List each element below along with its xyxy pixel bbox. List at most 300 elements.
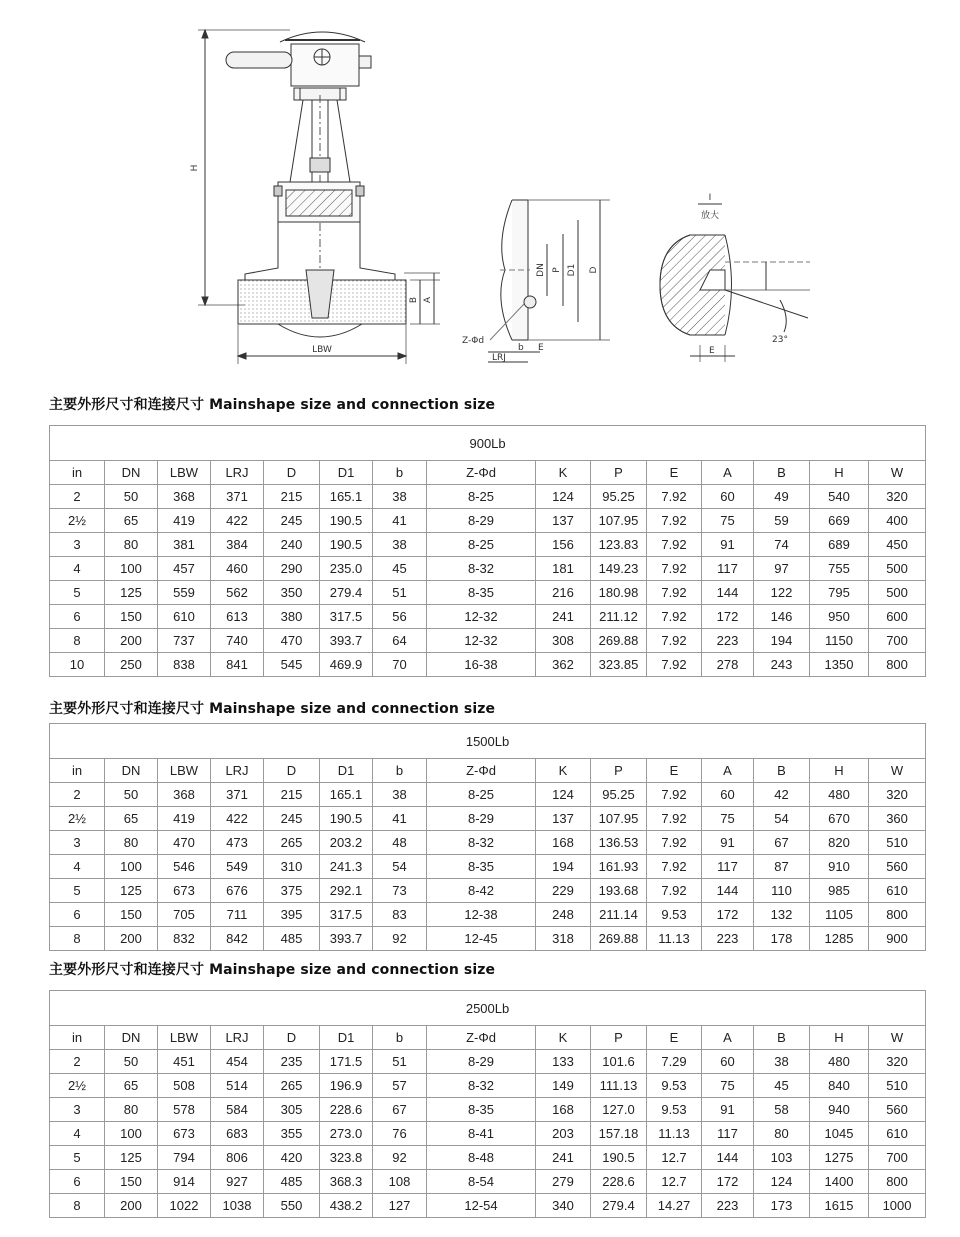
table-cell: 216 xyxy=(536,581,591,605)
col-w: W xyxy=(869,1026,926,1050)
table-cell: 323.85 xyxy=(591,653,647,677)
table-cell: 1615 xyxy=(810,1194,869,1218)
table-cell: 203 xyxy=(536,1122,591,1146)
table-cell: 75 xyxy=(702,807,754,831)
table-cell: 149.23 xyxy=(591,557,647,581)
detail-enlarged-drawing xyxy=(660,193,810,362)
col-h: H xyxy=(810,1026,869,1050)
section-title: 主要外形尺寸和连接尺寸 Mainshape size and connection size xyxy=(49,962,496,978)
col-in: in xyxy=(50,461,105,485)
table-cell: 362 xyxy=(536,653,591,677)
header-row xyxy=(50,1026,926,1050)
table-cell: 8-35 xyxy=(427,855,536,879)
col-b-upper: B xyxy=(754,759,810,783)
col-lbw: LBW xyxy=(158,461,211,485)
table-cell: 469.9 xyxy=(320,653,373,677)
col-d: D xyxy=(264,759,320,783)
table-cell: 100 xyxy=(105,1122,158,1146)
table-cell: 74 xyxy=(754,533,810,557)
table-cell: 8-35 xyxy=(427,581,536,605)
table-cell: 117 xyxy=(702,557,754,581)
table-cell: 420 xyxy=(264,1146,320,1170)
pressure-class: 2500Lb xyxy=(50,991,926,1026)
table-cell: 8-41 xyxy=(427,1122,536,1146)
table-cell: 111.13 xyxy=(591,1074,647,1098)
table-row xyxy=(50,927,926,951)
table-cell: 419 xyxy=(158,509,211,533)
table-cell: 395 xyxy=(264,903,320,927)
table-cell: 8 xyxy=(50,629,105,653)
col-k: K xyxy=(536,461,591,485)
table-cell: 279.4 xyxy=(591,1194,647,1218)
table-cell: 12-38 xyxy=(427,903,536,927)
col-b: b xyxy=(373,461,427,485)
col-k: K xyxy=(536,759,591,783)
col-p: P xyxy=(591,1026,647,1050)
table-cell: 203.2 xyxy=(320,831,373,855)
table-cell: 7.92 xyxy=(647,605,702,629)
table-cell: 50 xyxy=(105,783,158,807)
spec-table-2500lb xyxy=(49,990,926,1218)
table-cell: 610 xyxy=(869,879,926,903)
table-row xyxy=(50,1098,926,1122)
table-cell: 1400 xyxy=(810,1170,869,1194)
col-a: A xyxy=(702,461,754,485)
table-cell: 317.5 xyxy=(320,605,373,629)
table-cell: 41 xyxy=(373,509,427,533)
table-cell: 806 xyxy=(211,1146,264,1170)
table-cell: 132 xyxy=(754,903,810,927)
table-cell: 51 xyxy=(373,581,427,605)
table-cell: 320 xyxy=(869,485,926,509)
table-cell: 375 xyxy=(264,879,320,903)
header-row xyxy=(50,461,926,485)
table-cell: 7.92 xyxy=(647,807,702,831)
table-cell: 65 xyxy=(105,509,158,533)
table-cell: 125 xyxy=(105,1146,158,1170)
table-cell: 91 xyxy=(702,533,754,557)
table-cell: 7.92 xyxy=(647,879,702,903)
table-cell: 144 xyxy=(702,581,754,605)
col-d: D xyxy=(264,461,320,485)
table-cell: 278 xyxy=(702,653,754,677)
table-cell: 124 xyxy=(536,783,591,807)
table-cell: 450 xyxy=(869,533,926,557)
col-p: P xyxy=(591,759,647,783)
table-cell: 95.25 xyxy=(591,783,647,807)
table-cell: 165.1 xyxy=(320,485,373,509)
dim-label-lbw: LBW xyxy=(312,345,332,355)
table-cell: 190.5 xyxy=(320,533,373,557)
table-cell: 50 xyxy=(105,1050,158,1074)
col-in: in xyxy=(50,1026,105,1050)
table-cell: 16-38 xyxy=(427,653,536,677)
col-d: D xyxy=(264,1026,320,1050)
detail-zoom-label: 放大 xyxy=(700,211,720,221)
table-cell: 1022 xyxy=(158,1194,211,1218)
table-cell: 194 xyxy=(754,629,810,653)
table-cell: 9.53 xyxy=(647,1098,702,1122)
dim-label-p: P xyxy=(552,267,562,273)
table-cell: 840 xyxy=(810,1074,869,1098)
table-cell: 56 xyxy=(373,605,427,629)
table-cell: 1350 xyxy=(810,653,869,677)
table-cell: 485 xyxy=(264,927,320,951)
table-cell: 700 xyxy=(869,629,926,653)
col-lbw: LBW xyxy=(158,759,211,783)
table-cell: 8 xyxy=(50,1194,105,1218)
table-cell: 144 xyxy=(702,1146,754,1170)
table-cell: 8-48 xyxy=(427,1146,536,1170)
table-cell: 610 xyxy=(869,1122,926,1146)
table-cell: 12.7 xyxy=(647,1170,702,1194)
table-cell: 3 xyxy=(50,1098,105,1122)
table-cell: 91 xyxy=(702,1098,754,1122)
table-cell: 279 xyxy=(536,1170,591,1194)
flange-end-drawing xyxy=(462,200,610,363)
table-cell: 91 xyxy=(702,831,754,855)
table-cell: 269.88 xyxy=(591,927,647,951)
table-cell: 58 xyxy=(754,1098,810,1122)
table-cell: 8-42 xyxy=(427,879,536,903)
table-cell: 800 xyxy=(869,903,926,927)
table-cell: 181 xyxy=(536,557,591,581)
table-cell: 292.1 xyxy=(320,879,373,903)
table-cell: 1150 xyxy=(810,629,869,653)
table-row xyxy=(50,509,926,533)
col-e: E xyxy=(647,1026,702,1050)
table-cell: 124 xyxy=(536,485,591,509)
table-cell: 12-45 xyxy=(427,927,536,951)
table-cell: 229 xyxy=(536,879,591,903)
table-cell: 545 xyxy=(264,653,320,677)
col-z-phid: Z-Φd xyxy=(427,759,536,783)
col-dn: DN xyxy=(105,461,158,485)
col-p: P xyxy=(591,461,647,485)
table-cell: 241 xyxy=(536,605,591,629)
table-cell: 100 xyxy=(105,855,158,879)
table-cell: 610 xyxy=(158,605,211,629)
table-cell: 584 xyxy=(211,1098,264,1122)
table-row xyxy=(50,533,926,557)
table-cell: 150 xyxy=(105,1170,158,1194)
table-cell: 371 xyxy=(211,783,264,807)
table-cell: 562 xyxy=(211,581,264,605)
table-cell: 107.95 xyxy=(591,509,647,533)
col-e: E xyxy=(647,461,702,485)
table-cell: 683 xyxy=(211,1122,264,1146)
table-cell: 460 xyxy=(211,557,264,581)
table-cell: 243 xyxy=(754,653,810,677)
table-cell: 6 xyxy=(50,903,105,927)
table-cell: 49 xyxy=(754,485,810,509)
table-cell: 368 xyxy=(158,485,211,509)
table-cell: 10 xyxy=(50,653,105,677)
table-cell: 117 xyxy=(702,1122,754,1146)
detail-roman-label: I xyxy=(708,193,712,203)
dim-label-e-flange: E xyxy=(538,343,544,353)
col-e: E xyxy=(647,759,702,783)
col-a: A xyxy=(702,759,754,783)
table-cell: 60 xyxy=(702,783,754,807)
col-lrj: LRJ xyxy=(211,461,264,485)
table-cell: 795 xyxy=(810,581,869,605)
col-b-upper: B xyxy=(754,1026,810,1050)
table-cell: 196.9 xyxy=(320,1074,373,1098)
table-cell: 60 xyxy=(702,1050,754,1074)
table-cell: 70 xyxy=(373,653,427,677)
table-cell: 368 xyxy=(158,783,211,807)
col-b: b xyxy=(373,759,427,783)
table-cell: 5 xyxy=(50,1146,105,1170)
col-dn: DN xyxy=(105,1026,158,1050)
col-b-upper: B xyxy=(754,461,810,485)
table-cell: 215 xyxy=(264,783,320,807)
table-cell: 320 xyxy=(869,1050,926,1074)
table-cell: 51 xyxy=(373,1050,427,1074)
table-row xyxy=(50,605,926,629)
table-cell: 914 xyxy=(158,1170,211,1194)
table-cell: 7.92 xyxy=(647,557,702,581)
table-cell: 670 xyxy=(810,807,869,831)
table-cell: 384 xyxy=(211,533,264,557)
table-cell: 422 xyxy=(211,807,264,831)
table-cell: 950 xyxy=(810,605,869,629)
col-in: in xyxy=(50,759,105,783)
table-cell: 737 xyxy=(158,629,211,653)
table-cell: 6 xyxy=(50,605,105,629)
table-cell: 689 xyxy=(810,533,869,557)
table-cell: 508 xyxy=(158,1074,211,1098)
table-cell: 500 xyxy=(869,557,926,581)
table-cell: 11.13 xyxy=(647,927,702,951)
table-cell: 211.14 xyxy=(591,903,647,927)
table-cell: 940 xyxy=(810,1098,869,1122)
table-cell: 75 xyxy=(702,509,754,533)
table-cell: 265 xyxy=(264,831,320,855)
table-cell: 65 xyxy=(105,1074,158,1098)
table-cell: 290 xyxy=(264,557,320,581)
table-cell: 211.12 xyxy=(591,605,647,629)
table-row xyxy=(50,903,926,927)
col-d1: D1 xyxy=(320,1026,373,1050)
table-cell: 235.0 xyxy=(320,557,373,581)
table-cell: 146 xyxy=(754,605,810,629)
table-cell: 4 xyxy=(50,1122,105,1146)
table-cell: 832 xyxy=(158,927,211,951)
col-d1: D1 xyxy=(320,759,373,783)
col-z-phid: Z-Φd xyxy=(427,461,536,485)
spec-table-1500lb xyxy=(49,723,926,951)
table-cell: 673 xyxy=(158,879,211,903)
table-cell: 676 xyxy=(211,879,264,903)
table-cell: 514 xyxy=(211,1074,264,1098)
table-cell: 470 xyxy=(264,629,320,653)
table-cell: 171.5 xyxy=(320,1050,373,1074)
table-cell: 4 xyxy=(50,855,105,879)
table-cell: 80 xyxy=(105,831,158,855)
header-row xyxy=(50,759,926,783)
detail-angle-label: 23° xyxy=(772,335,788,345)
table-cell: 7.92 xyxy=(647,581,702,605)
table-row xyxy=(50,1146,926,1170)
dim-label-a: A xyxy=(423,296,433,304)
table-cell: 8-29 xyxy=(427,509,536,533)
col-h: H xyxy=(810,461,869,485)
table-cell: 2 xyxy=(50,485,105,509)
table-cell: 150 xyxy=(105,605,158,629)
table-cell: 842 xyxy=(211,927,264,951)
table-cell: 560 xyxy=(869,855,926,879)
table-cell: 560 xyxy=(869,1098,926,1122)
table-cell: 711 xyxy=(211,903,264,927)
table-cell: 700 xyxy=(869,1146,926,1170)
table-cell: 457 xyxy=(158,557,211,581)
table-cell: 1045 xyxy=(810,1122,869,1146)
table-cell: 110 xyxy=(754,879,810,903)
table-cell: 419 xyxy=(158,807,211,831)
table-row xyxy=(50,629,926,653)
table-cell: 305 xyxy=(264,1098,320,1122)
table-row xyxy=(50,783,926,807)
table-cell: 157.18 xyxy=(591,1122,647,1146)
table-cell: 161.93 xyxy=(591,855,647,879)
table-cell: 820 xyxy=(810,831,869,855)
table-cell: 400 xyxy=(869,509,926,533)
dim-label-e-detail: E xyxy=(709,346,715,356)
table-cell: 480 xyxy=(810,1050,869,1074)
table-cell: 613 xyxy=(211,605,264,629)
table-body xyxy=(50,783,926,951)
table-cell: 740 xyxy=(211,629,264,653)
table-cell: 841 xyxy=(211,653,264,677)
table-row xyxy=(50,1050,926,1074)
table-cell: 144 xyxy=(702,879,754,903)
table-cell: 190.5 xyxy=(320,807,373,831)
table-cell: 2½ xyxy=(50,509,105,533)
table-cell: 95.25 xyxy=(591,485,647,509)
table-cell: 42 xyxy=(754,783,810,807)
table-cell: 371 xyxy=(211,485,264,509)
table-cell: 223 xyxy=(702,629,754,653)
table-cell: 165.1 xyxy=(320,783,373,807)
table-cell: 76 xyxy=(373,1122,427,1146)
col-lbw: LBW xyxy=(158,1026,211,1050)
table-cell: 559 xyxy=(158,581,211,605)
table-cell: 80 xyxy=(754,1122,810,1146)
table-cell: 5 xyxy=(50,581,105,605)
table-cell: 3 xyxy=(50,831,105,855)
pressure-class: 900Lb xyxy=(50,426,926,461)
table-cell: 422 xyxy=(211,509,264,533)
table-cell: 1105 xyxy=(810,903,869,927)
col-z-phid: Z-Φd xyxy=(427,1026,536,1050)
table-cell: 45 xyxy=(754,1074,810,1098)
table-cell: 200 xyxy=(105,1194,158,1218)
table-body xyxy=(50,1050,926,1218)
table-row xyxy=(50,807,926,831)
table-cell: 355 xyxy=(264,1122,320,1146)
table-cell: 228.6 xyxy=(591,1170,647,1194)
table-cell: 83 xyxy=(373,903,427,927)
table-cell: 8-25 xyxy=(427,485,536,509)
table-cell: 578 xyxy=(158,1098,211,1122)
table-row xyxy=(50,879,926,903)
table-cell: 87 xyxy=(754,855,810,879)
table-cell: 123.83 xyxy=(591,533,647,557)
table-cell: 1038 xyxy=(211,1194,264,1218)
table-cell: 310 xyxy=(264,855,320,879)
table-cell: 4 xyxy=(50,557,105,581)
table-cell: 59 xyxy=(754,509,810,533)
col-w: W xyxy=(869,759,926,783)
table-row xyxy=(50,1074,926,1098)
table-cell: 48 xyxy=(373,831,427,855)
table-cell: 54 xyxy=(373,855,427,879)
table-cell: 480 xyxy=(810,783,869,807)
table-cell: 393.7 xyxy=(320,629,373,653)
table-cell: 838 xyxy=(158,653,211,677)
table-cell: 178 xyxy=(754,927,810,951)
table-cell: 7.92 xyxy=(647,783,702,807)
table-cell: 241.3 xyxy=(320,855,373,879)
table-cell: 156 xyxy=(536,533,591,557)
section-title: 主要外形尺寸和连接尺寸 Mainshape size and connection size xyxy=(49,701,496,717)
table-cell: 454 xyxy=(211,1050,264,1074)
table-cell: 172 xyxy=(702,1170,754,1194)
table-row xyxy=(50,1122,926,1146)
table-cell: 54 xyxy=(754,807,810,831)
table-cell: 190.5 xyxy=(320,509,373,533)
table-cell: 1275 xyxy=(810,1146,869,1170)
table-cell: 8-32 xyxy=(427,557,536,581)
dim-label-zphid: Z-Φd xyxy=(462,336,485,346)
table-cell: 172 xyxy=(702,903,754,927)
table-cell: 124 xyxy=(754,1170,810,1194)
table-cell: 546 xyxy=(158,855,211,879)
table-cell: 200 xyxy=(105,629,158,653)
table-cell: 12-54 xyxy=(427,1194,536,1218)
table-cell: 510 xyxy=(869,1074,926,1098)
table-cell: 368.3 xyxy=(320,1170,373,1194)
table-cell: 38 xyxy=(373,485,427,509)
table-cell: 101.6 xyxy=(591,1050,647,1074)
table-row xyxy=(50,1170,926,1194)
table-cell: 65 xyxy=(105,807,158,831)
table-cell: 7.92 xyxy=(647,485,702,509)
table-cell: 320 xyxy=(869,783,926,807)
table-cell: 200 xyxy=(105,927,158,951)
table-cell: 168 xyxy=(536,831,591,855)
table-cell: 350 xyxy=(264,581,320,605)
table-cell: 245 xyxy=(264,807,320,831)
table-cell: 927 xyxy=(211,1170,264,1194)
table-cell: 510 xyxy=(869,831,926,855)
table-cell: 2 xyxy=(50,783,105,807)
table-cell: 107.95 xyxy=(591,807,647,831)
table-cell: 2 xyxy=(50,1050,105,1074)
table-cell: 669 xyxy=(810,509,869,533)
table-cell: 64 xyxy=(373,629,427,653)
table-cell: 673 xyxy=(158,1122,211,1146)
table-cell: 360 xyxy=(869,807,926,831)
table-cell: 985 xyxy=(810,879,869,903)
table-cell: 9.53 xyxy=(647,903,702,927)
table-body xyxy=(50,485,926,677)
table-cell: 9.53 xyxy=(647,1074,702,1098)
col-dn: DN xyxy=(105,759,158,783)
table-cell: 1285 xyxy=(810,927,869,951)
